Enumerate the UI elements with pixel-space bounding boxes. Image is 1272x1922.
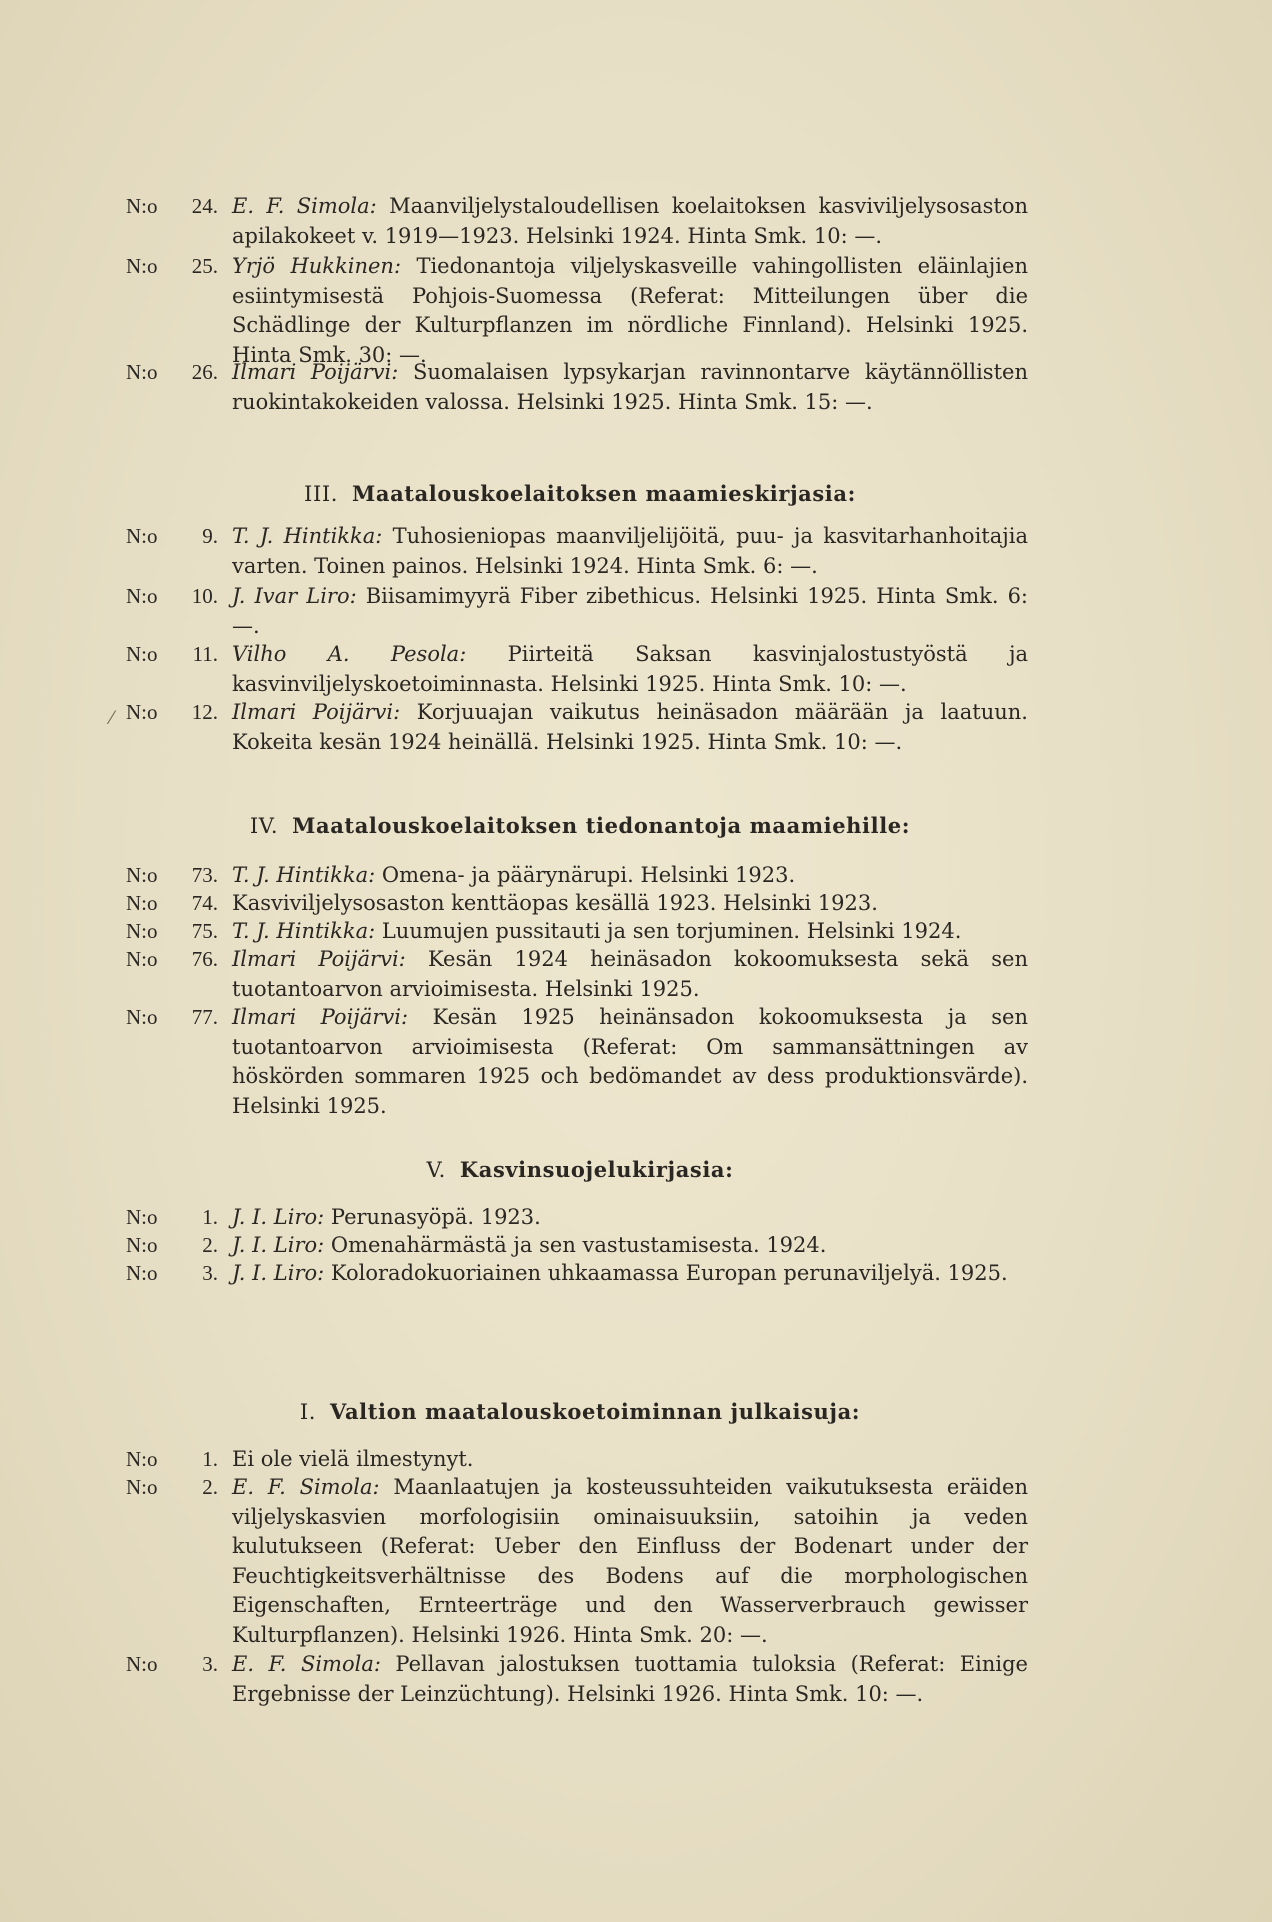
author-name: Vilho A. Pesola: (232, 642, 467, 666)
list-item (126, 698, 1028, 757)
number-value: 77. (191, 1005, 218, 1029)
entry-title: Biisamimyyrä Fiber zibethicus. Helsinki 1925. Hinta Smk. 6: —. (232, 584, 1028, 638)
number-value: 2. (202, 1475, 218, 1499)
list-item (126, 945, 1028, 1004)
entry-text (232, 252, 1028, 370)
number-prefix: N:o (126, 1652, 158, 1676)
entry-text (232, 861, 1028, 891)
author-name: Ilmari Poijärvi: (232, 700, 401, 724)
section-heading-v (130, 1155, 1030, 1186)
pencil-mark: ⁄ (110, 708, 114, 729)
entry-title: Koloradokuoriainen uhkaamassa Europan perunaviljelyä. 1925. (330, 1261, 1008, 1285)
entry-title: Suomalaisen lypsykarjan ravinnontarve käytännöllisten ruokintakokeiden valossa. Helsinki 1925. Hinta Smk. 15: —. (232, 360, 1028, 414)
entry-text (232, 698, 1028, 757)
author-name: T. J. Hintikka: (232, 524, 383, 548)
list-item (126, 1473, 1028, 1650)
number-value: 9. (202, 524, 218, 548)
entry-text (232, 889, 1028, 919)
entry-title: Tuhosieniopas maanviljelijöitä, puu- ja kasvitarhanhoitajia varten. Toinen painos. Helsinki 1924. Hinta Smk. 6: —. (232, 524, 1028, 578)
number-value: 26. (191, 360, 218, 384)
entry-text (232, 1003, 1028, 1121)
section-heading-iv (130, 811, 1030, 842)
number-prefix: N:o (126, 642, 158, 666)
author-name: J. I. Liro: (232, 1205, 325, 1229)
section-title: Kasvinsuojelukirjasia: (459, 1157, 734, 1182)
number-prefix: N:o (126, 524, 158, 548)
author-name: Yrjö Hukkinen: (232, 254, 402, 278)
entry-title: Maanlaatujen ja kosteussuhteiden vaikutuksesta eräiden viljelyskasvien morfologisiin ominaisuuksiin, satoihin ja veden kulutukseen (Referat: Ueber den Einfluss der Bodenart under der Feuchtigkeitsverhältnisse des Bodens auf die morphologischen Eigenschaften, Ernteerträge und den Wasserverbrauch gewisser Kulturpflanzen). Helsinki 1926. Hinta Smk. 20: —. (232, 1475, 1028, 1647)
entry-title: Ei ole vielä ilmestynyt. (232, 1447, 474, 1471)
entry-title: Korjuuajan vaikutus heinäsadon määrään ja laatuun. Kokeita kesän 1924 heinällä. Helsinki 1925. Hinta Smk. 10: —. (232, 700, 1028, 754)
entry-title: Omenahärmästä ja sen vastustamisesta. 1924. (330, 1233, 827, 1257)
number-value: 2. (202, 1233, 218, 1257)
author-name: Ilmari Poijärvi: (232, 360, 399, 384)
number-value: 75. (191, 919, 218, 943)
section-title: Maatalouskoelaitoksen maamieskirjasia: (352, 481, 856, 506)
number-prefix: N:o (126, 947, 158, 971)
number-value: 1. (202, 1205, 218, 1229)
section-numeral: III. (304, 482, 339, 506)
entry-text (232, 917, 1028, 947)
author-name: J. I. Liro: (232, 1233, 325, 1257)
list-item (126, 861, 1028, 891)
section-heading-i (130, 1397, 1030, 1428)
entry-text (232, 1473, 1028, 1650)
author-name: Ilmari Poijärvi: (232, 1005, 409, 1029)
number-prefix: N:o (126, 194, 158, 218)
number-value: 74. (191, 891, 218, 915)
entry-text (232, 1231, 1028, 1261)
list-item (126, 640, 1028, 699)
number-value: 76. (191, 947, 218, 971)
number-prefix: N:o (126, 863, 158, 887)
section-numeral: I. (299, 1400, 316, 1424)
entry-title: Tiedonantoja viljelyskasveille vahingollisten eläinlajien esiintymisestä Pohjois-Suomessa (Referat: Mitteilungen über die Schädlinge der Kulturpflanzen im nördliche Finnland). Helsinki 1925. Hinta Smk. 30: —. (232, 254, 1028, 367)
list-item (126, 192, 1028, 251)
number-prefix: N:o (126, 1447, 158, 1471)
entry-title: Maanviljelystaloudellisen koelaitoksen kasviviljelysosaston apilakokeet v. 1919—1923. Helsinki 1924. Hinta Smk. 10: —. (232, 194, 1028, 248)
number-prefix: N:o (126, 1261, 158, 1285)
entry-text (232, 522, 1028, 581)
section-title: Valtion maatalouskoetoiminnan julkaisuja: (329, 1399, 861, 1424)
author-name: E. F. Simola: (232, 1475, 380, 1499)
entry-text (232, 1259, 1028, 1289)
number-value: 25. (191, 254, 218, 278)
section-numeral: V. (426, 1158, 446, 1182)
number-prefix: N:o (126, 360, 158, 384)
entry-title: Kesän 1924 heinäsadon kokoomuksesta sekä sen tuotantoarvon arvioimisesta. Helsinki 1925. (232, 947, 1028, 1001)
list-item (126, 358, 1028, 417)
list-item (126, 1003, 1028, 1121)
section-numeral: IV. (249, 814, 279, 838)
author-name: Ilmari Poijärvi: (232, 947, 406, 971)
number-value: 11. (192, 642, 218, 666)
number-prefix: N:o (126, 1233, 158, 1257)
number-value: 3. (202, 1652, 218, 1676)
list-item (126, 917, 1028, 947)
entry-text (232, 945, 1028, 1004)
author-name: J. Ivar Liro: (232, 584, 357, 608)
number-prefix: N:o (126, 1005, 158, 1029)
section-heading-iii (130, 479, 1030, 510)
author-name: J. I. Liro: (232, 1261, 325, 1285)
entry-text (232, 358, 1028, 417)
list-item (126, 252, 1028, 370)
entry-title: Kesän 1925 heinänsadon kokoomuksesta ja sen tuotantoarvon arvioimisesta (Referat: Om sammansättningen av höskörden sommaren 1925 och bedömandet av dess produktionsvärde). Helsinki 1925. (232, 1005, 1028, 1118)
list-item (126, 1203, 1028, 1233)
author-name: T. J. Hintikka: (232, 863, 376, 887)
number-value: 3. (202, 1261, 218, 1285)
entry-text (232, 1203, 1028, 1233)
list-item (126, 889, 1028, 919)
number-value: 73. (191, 863, 218, 887)
number-prefix: N:o (126, 700, 158, 724)
entry-text (232, 640, 1028, 699)
number-prefix: N:o (126, 254, 158, 278)
entry-title: Pellavan jalostuksen tuottamia tuloksia (Referat: Einige Ergebnisse der Leinzüchtung). Helsinki 1926. Hinta Smk. 10: —. (232, 1652, 1028, 1706)
entry-title: Kasviviljelysosaston kenttäopas kesällä 1923. Helsinki 1923. (232, 891, 878, 915)
entry-text (232, 1445, 1028, 1475)
list-item (126, 1650, 1028, 1709)
entry-title: Omena- ja päärynärupi. Helsinki 1923. (381, 863, 796, 887)
author-name: E. F. Simola: (232, 194, 377, 218)
author-name: T. J. Hintikka: (232, 919, 376, 943)
entry-text (232, 582, 1028, 641)
number-value: 10. (191, 584, 218, 608)
entry-title: Luumujen pussitauti ja sen torjuminen. Helsinki 1924. (381, 919, 962, 943)
list-item (126, 582, 1028, 641)
number-prefix: N:o (126, 584, 158, 608)
section-title: Maatalouskoelaitoksen tiedonantoja maamiehille: (292, 813, 911, 838)
number-prefix: N:o (126, 891, 158, 915)
number-prefix: N:o (126, 919, 158, 943)
list-item (126, 1445, 1028, 1475)
list-item (126, 1231, 1028, 1261)
number-prefix: N:o (126, 1475, 158, 1499)
author-name: E. F. Simola: (232, 1652, 381, 1676)
entry-text (232, 1650, 1028, 1709)
list-item (126, 522, 1028, 581)
number-value: 24. (191, 194, 218, 218)
number-value: 12. (191, 700, 218, 724)
entry-title: Perunasyöpä. 1923. (330, 1205, 541, 1229)
number-value: 1. (202, 1447, 218, 1471)
entry-text (232, 192, 1028, 251)
number-prefix: N:o (126, 1205, 158, 1229)
list-item (126, 1259, 1028, 1289)
entry-title: Piirteitä Saksan kasvinjalostustyöstä ja kasvinviljelyskoetoiminnasta. Helsinki 1925. Hinta Smk. 10: —. (232, 642, 1028, 696)
